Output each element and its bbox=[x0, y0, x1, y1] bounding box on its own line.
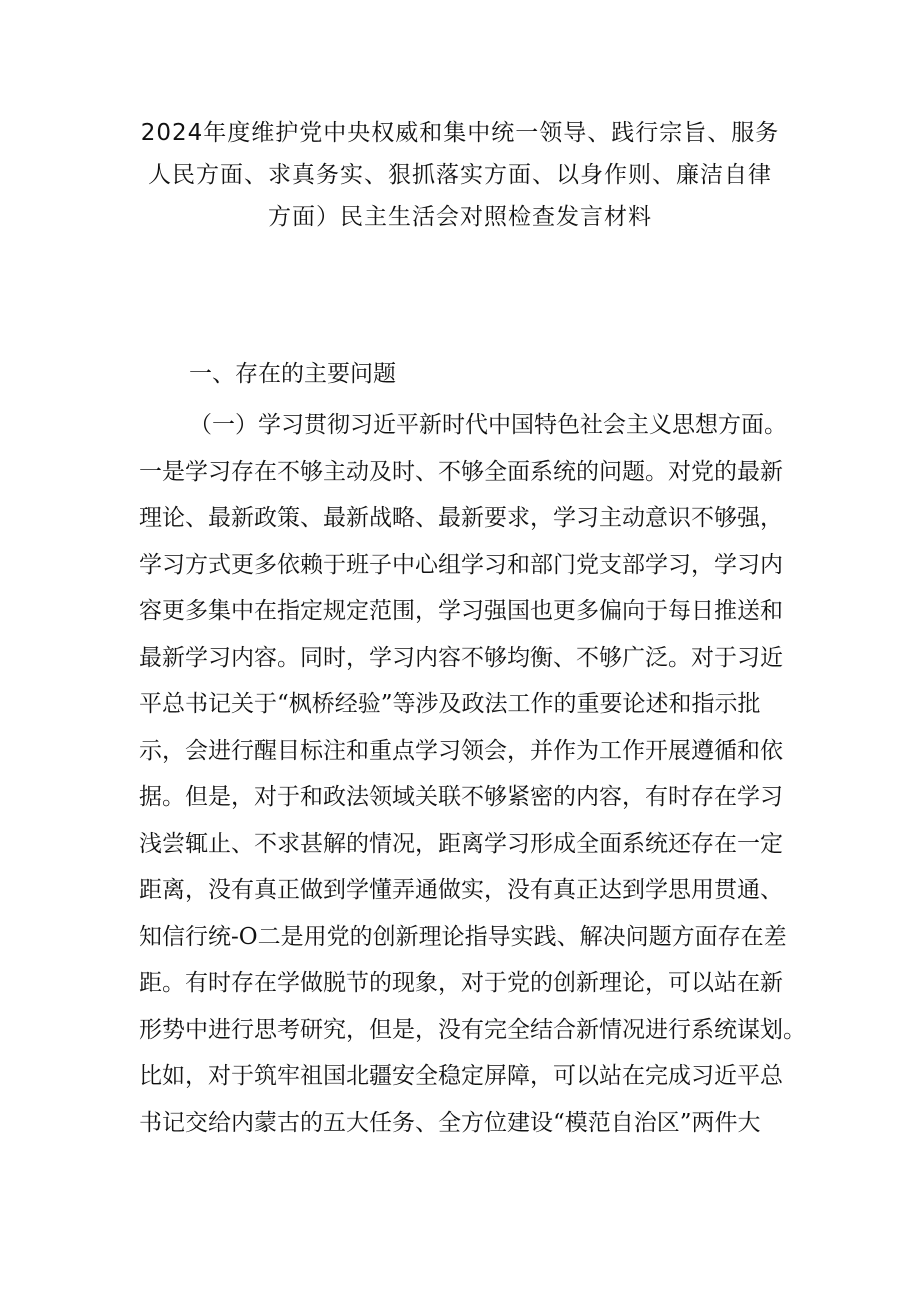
body-line: 容更多集中在指定规定范围，学习强国也更多偏向于每日推送和 bbox=[139, 598, 783, 624]
document-title bbox=[120, 112, 800, 238]
body-line: （一）学习贯彻习近平新时代中国特色社会主义思想方面。 bbox=[189, 412, 787, 438]
section-heading: 一、存在的主要问题 bbox=[189, 361, 396, 387]
body-text bbox=[139, 402, 806, 1146]
body-line: 据。但是，对于和政法领域关联不够紧密的内容，有时存在学习 bbox=[139, 784, 783, 810]
body-line: 距离，没有真正做到学懂弄通做实，没有真正达到学思用贯通、 bbox=[139, 877, 783, 903]
body-line: 书记交给内蒙古的五大任务、全方位建设“模范自治区”两件大 bbox=[139, 1109, 761, 1136]
body-line: 示，会进行醒目标注和重点学习领会，并作为工作开展遵循和依 bbox=[139, 737, 783, 764]
title-line-2: 人民方面、求真务实、狠抓落实方面、以身作则、廉洁自律 bbox=[148, 162, 772, 188]
title-line-3: 方面）民主生活会对照检查发言材料 bbox=[268, 204, 652, 230]
body-line: 知信行统-O二是用党的创新理论指导实践、解决问题方面存在差 bbox=[139, 923, 787, 950]
body-line: 学习方式更多依赖于班子中心组学习和部门党支部学习，学习内 bbox=[139, 551, 783, 578]
body-line: 理论、最新政策、最新战略、最新要求，学习主动意识不够强， bbox=[139, 505, 783, 531]
body-line: 形势中进行思考研究，但是，没有完全结合新情况进行系统谋划。 bbox=[139, 1016, 806, 1043]
body-line: 距。有时存在学做脱节的现象，对于党的创新理论，可以站在新 bbox=[139, 970, 783, 996]
body-line: 平总书记关于“枫桥经验”等涉及政法工作的重要论述和指示批 bbox=[139, 691, 761, 717]
body-line: 浅尝辄止、不求甚解的情况，距离学习形成全面系统还存在一定 bbox=[139, 830, 783, 857]
body-line: 最新学习内容。同时，学习内容不够均衡、不够广泛。对于习近 bbox=[139, 644, 783, 671]
body-line: 比如，对于筑牢祖国北疆安全稳定屏障，可以站在完成习近平总 bbox=[139, 1063, 783, 1089]
title-line-1: 2024年度维护党中央权威和集中统一领导、践行宗旨、服务 bbox=[140, 120, 780, 146]
body-line: 一是学习存在不够主动及时、不够全面系统的问题。对党的最新 bbox=[139, 458, 783, 485]
